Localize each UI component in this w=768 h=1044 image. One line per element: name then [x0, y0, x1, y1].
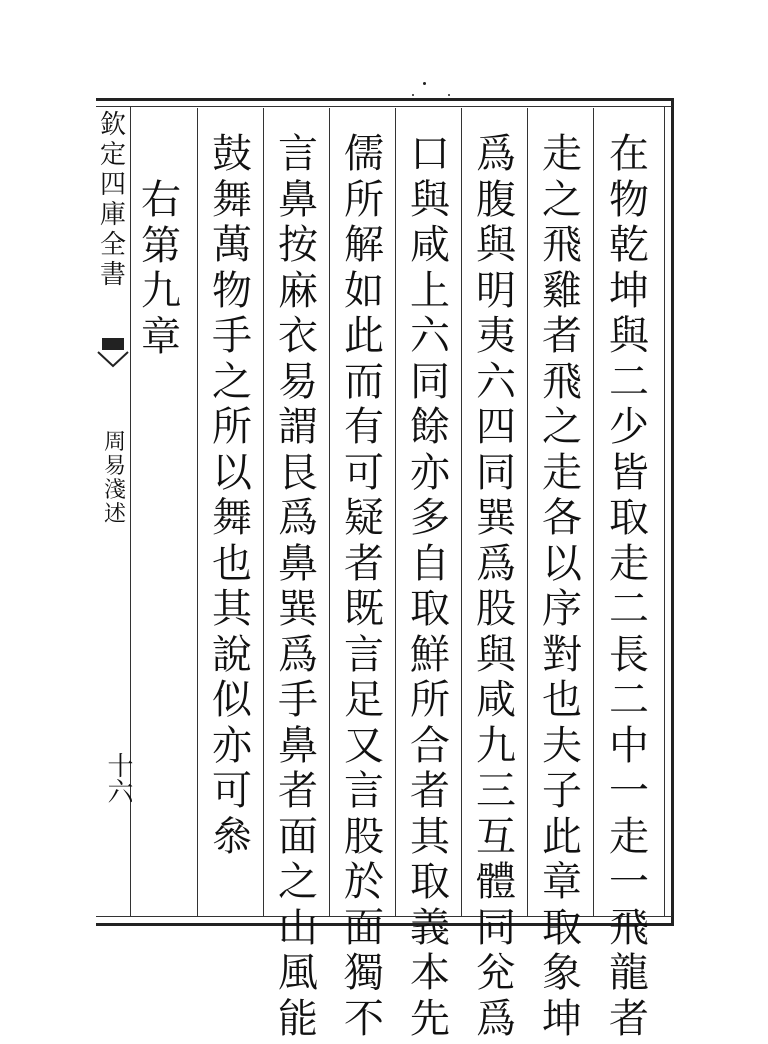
glyph: 夫: [538, 726, 586, 772]
glyph: 少: [605, 407, 653, 453]
column-divider: [263, 108, 264, 916]
glyph: 者: [406, 771, 454, 817]
glyph: 淺: [100, 480, 130, 504]
glyph: 又: [340, 726, 388, 772]
glyph: 取: [406, 589, 454, 635]
chapter-end-note: [137, 180, 185, 362]
glyph: 二: [605, 589, 653, 635]
glyph: 象: [538, 953, 586, 999]
glyph: 飛: [538, 362, 586, 408]
glyph: 爲: [472, 134, 520, 180]
glyph: 明: [472, 271, 520, 317]
glyph: 右: [137, 180, 185, 226]
glyph: 言: [340, 635, 388, 681]
glyph: 儒: [340, 134, 388, 180]
glyph: 爲: [274, 635, 322, 681]
glyph: 同: [472, 908, 520, 954]
text-column-6: [274, 134, 322, 1044]
glyph: 其: [406, 817, 454, 863]
text-column-3: [472, 134, 520, 1044]
glyph: 子: [538, 771, 586, 817]
glyph: 麻: [274, 271, 322, 317]
frame-inner-top-rule: [96, 106, 672, 107]
column-divider: [461, 108, 462, 916]
column-divider: [527, 108, 528, 916]
glyph: 章: [137, 317, 185, 363]
glyph: 定: [98, 142, 128, 172]
glyph: 全: [98, 232, 128, 262]
glyph: 此: [340, 316, 388, 362]
glyph: 易: [100, 456, 130, 480]
glyph: 九: [472, 726, 520, 772]
glyph: 如: [340, 271, 388, 317]
glyph: 手: [208, 316, 256, 362]
fishtail-mark: [96, 332, 130, 372]
text-column-2: [538, 134, 586, 1044]
glyph: 欽: [98, 112, 128, 142]
glyph: 有: [340, 407, 388, 453]
glyph: 者: [538, 316, 586, 362]
glyph: 舞: [208, 498, 256, 544]
glyph: 物: [208, 271, 256, 317]
glyph: 飛: [605, 908, 653, 954]
glyph: 其: [208, 589, 256, 635]
glyph: 萬: [208, 225, 256, 271]
glyph: 本: [406, 953, 454, 999]
glyph: 也: [538, 680, 586, 726]
glyph: 咸: [472, 680, 520, 726]
glyph: 足: [340, 680, 388, 726]
glyph: 亦: [406, 453, 454, 499]
glyph: 周: [100, 432, 130, 456]
glyph: 者: [274, 771, 322, 817]
glyph: 義: [406, 908, 454, 954]
margin-book-title: [100, 432, 130, 528]
glyph: 亦: [208, 726, 256, 772]
glyph: 書: [98, 262, 128, 292]
glyph: 所: [208, 407, 256, 453]
column-divider: [197, 108, 198, 916]
glyph: 言: [340, 771, 388, 817]
glyph: 與: [472, 635, 520, 681]
column-divider: [395, 108, 396, 916]
glyph: 四: [472, 407, 520, 453]
glyph: 九: [137, 271, 185, 317]
glyph: 也: [208, 544, 256, 590]
glyph: 鼻: [274, 726, 322, 772]
glyph: 爲: [472, 544, 520, 590]
glyph: 既: [340, 589, 388, 635]
glyph: 第: [137, 226, 185, 272]
glyph: 此: [538, 817, 586, 863]
glyph: 各: [538, 498, 586, 544]
glyph: 鼻: [274, 180, 322, 226]
glyph: 於: [340, 862, 388, 908]
glyph: 鮮: [406, 635, 454, 681]
glyph: 言: [274, 134, 322, 180]
glyph: 六: [406, 316, 454, 362]
glyph: 多: [406, 498, 454, 544]
glyph: 合: [406, 726, 454, 772]
glyph: 長: [605, 635, 653, 681]
glyph: 謂: [274, 407, 322, 453]
glyph: 三: [472, 771, 520, 817]
glyph: 雞: [538, 271, 586, 317]
glyph: 巽: [472, 498, 520, 544]
glyph: 以: [208, 453, 256, 499]
glyph: 龍: [605, 953, 653, 999]
glyph: 易: [274, 362, 322, 408]
glyph: 之: [274, 862, 322, 908]
glyph: 舞: [208, 180, 256, 226]
scan-speck: [448, 94, 450, 96]
glyph: 按: [274, 225, 322, 271]
glyph: 序: [538, 589, 586, 635]
glyph: 物: [605, 180, 653, 226]
text-column-7: [208, 134, 256, 862]
glyph: 者: [340, 544, 388, 590]
glyph: 之: [538, 407, 586, 453]
glyph: 餘: [406, 407, 454, 453]
glyph: 與: [605, 316, 653, 362]
scan-speck: [423, 82, 426, 85]
glyph: 取: [406, 862, 454, 908]
glyph: 走: [605, 817, 653, 863]
glyph: 叅: [208, 817, 256, 863]
glyph: 面: [274, 817, 322, 863]
glyph: 巽: [274, 589, 322, 635]
glyph: 似: [208, 680, 256, 726]
glyph: 手: [274, 680, 322, 726]
glyph: 解: [340, 225, 388, 271]
glyph: 不: [340, 999, 388, 1044]
glyph: 四: [98, 172, 128, 202]
glyph: 咸: [406, 225, 454, 271]
column-divider: [329, 108, 330, 916]
glyph: 風: [274, 953, 322, 999]
glyph: 能: [274, 999, 322, 1044]
glyph: 互: [472, 817, 520, 863]
glyph: 夷: [472, 316, 520, 362]
glyph: 以: [538, 544, 586, 590]
glyph: 走: [538, 134, 586, 180]
glyph: 而: [340, 362, 388, 408]
glyph: 之: [208, 362, 256, 408]
glyph: 取: [605, 498, 653, 544]
column-divider: [593, 108, 594, 916]
glyph: 衣: [274, 316, 322, 362]
scan-speck: [412, 94, 414, 96]
glyph: 所: [340, 180, 388, 226]
glyph: 同: [472, 453, 520, 499]
glyph: 庫: [98, 202, 128, 232]
glyph: 中: [605, 726, 653, 772]
glyph: 爲: [274, 498, 322, 544]
glyph: 坤: [605, 271, 653, 317]
glyph: 在: [605, 134, 653, 180]
margin-title: [98, 112, 128, 292]
glyph: 者: [605, 999, 653, 1044]
glyph: 二: [605, 680, 653, 726]
glyph: 同: [406, 362, 454, 408]
glyph: 股: [340, 817, 388, 863]
glyph: 兊: [472, 953, 520, 999]
glyph: 章: [538, 862, 586, 908]
glyph: 自: [406, 544, 454, 590]
glyph: 疑: [340, 498, 388, 544]
page-number: 十六: [100, 752, 137, 804]
glyph: 鼓: [208, 134, 256, 180]
text-column-1: [605, 134, 653, 1044]
glyph: 乾: [605, 225, 653, 271]
text-column-5: [340, 134, 388, 1044]
glyph: 面: [340, 908, 388, 954]
glyph: 獨: [340, 953, 388, 999]
glyph: 股: [472, 589, 520, 635]
glyph: 爲: [472, 999, 520, 1044]
glyph: 之: [538, 180, 586, 226]
glyph: 上: [406, 271, 454, 317]
glyph: 腹: [472, 180, 520, 226]
glyph: 山: [274, 908, 322, 954]
glyph: 一: [605, 771, 653, 817]
glyph: 可: [340, 453, 388, 499]
glyph: 可: [208, 771, 256, 817]
text-column-4: [406, 134, 454, 1044]
glyph: 皆: [605, 453, 653, 499]
glyph: 走: [538, 453, 586, 499]
glyph: 走: [605, 544, 653, 590]
glyph: 與: [472, 225, 520, 271]
frame-inner-right-rule: [664, 106, 665, 916]
glyph: 二: [605, 362, 653, 408]
glyph: 飛: [538, 225, 586, 271]
glyph: 先: [406, 999, 454, 1044]
glyph: 鼻: [274, 544, 322, 590]
glyph: 坤: [538, 999, 586, 1044]
glyph: 六: [472, 362, 520, 408]
glyph: 所: [406, 680, 454, 726]
glyph: 對: [538, 635, 586, 681]
glyph: 一: [605, 862, 653, 908]
glyph: 體: [472, 862, 520, 908]
glyph: 取: [538, 908, 586, 954]
glyph: 艮: [274, 453, 322, 499]
glyph: 口: [406, 134, 454, 180]
glyph: 與: [406, 180, 454, 226]
glyph: 述: [100, 504, 130, 528]
glyph: 說: [208, 635, 256, 681]
